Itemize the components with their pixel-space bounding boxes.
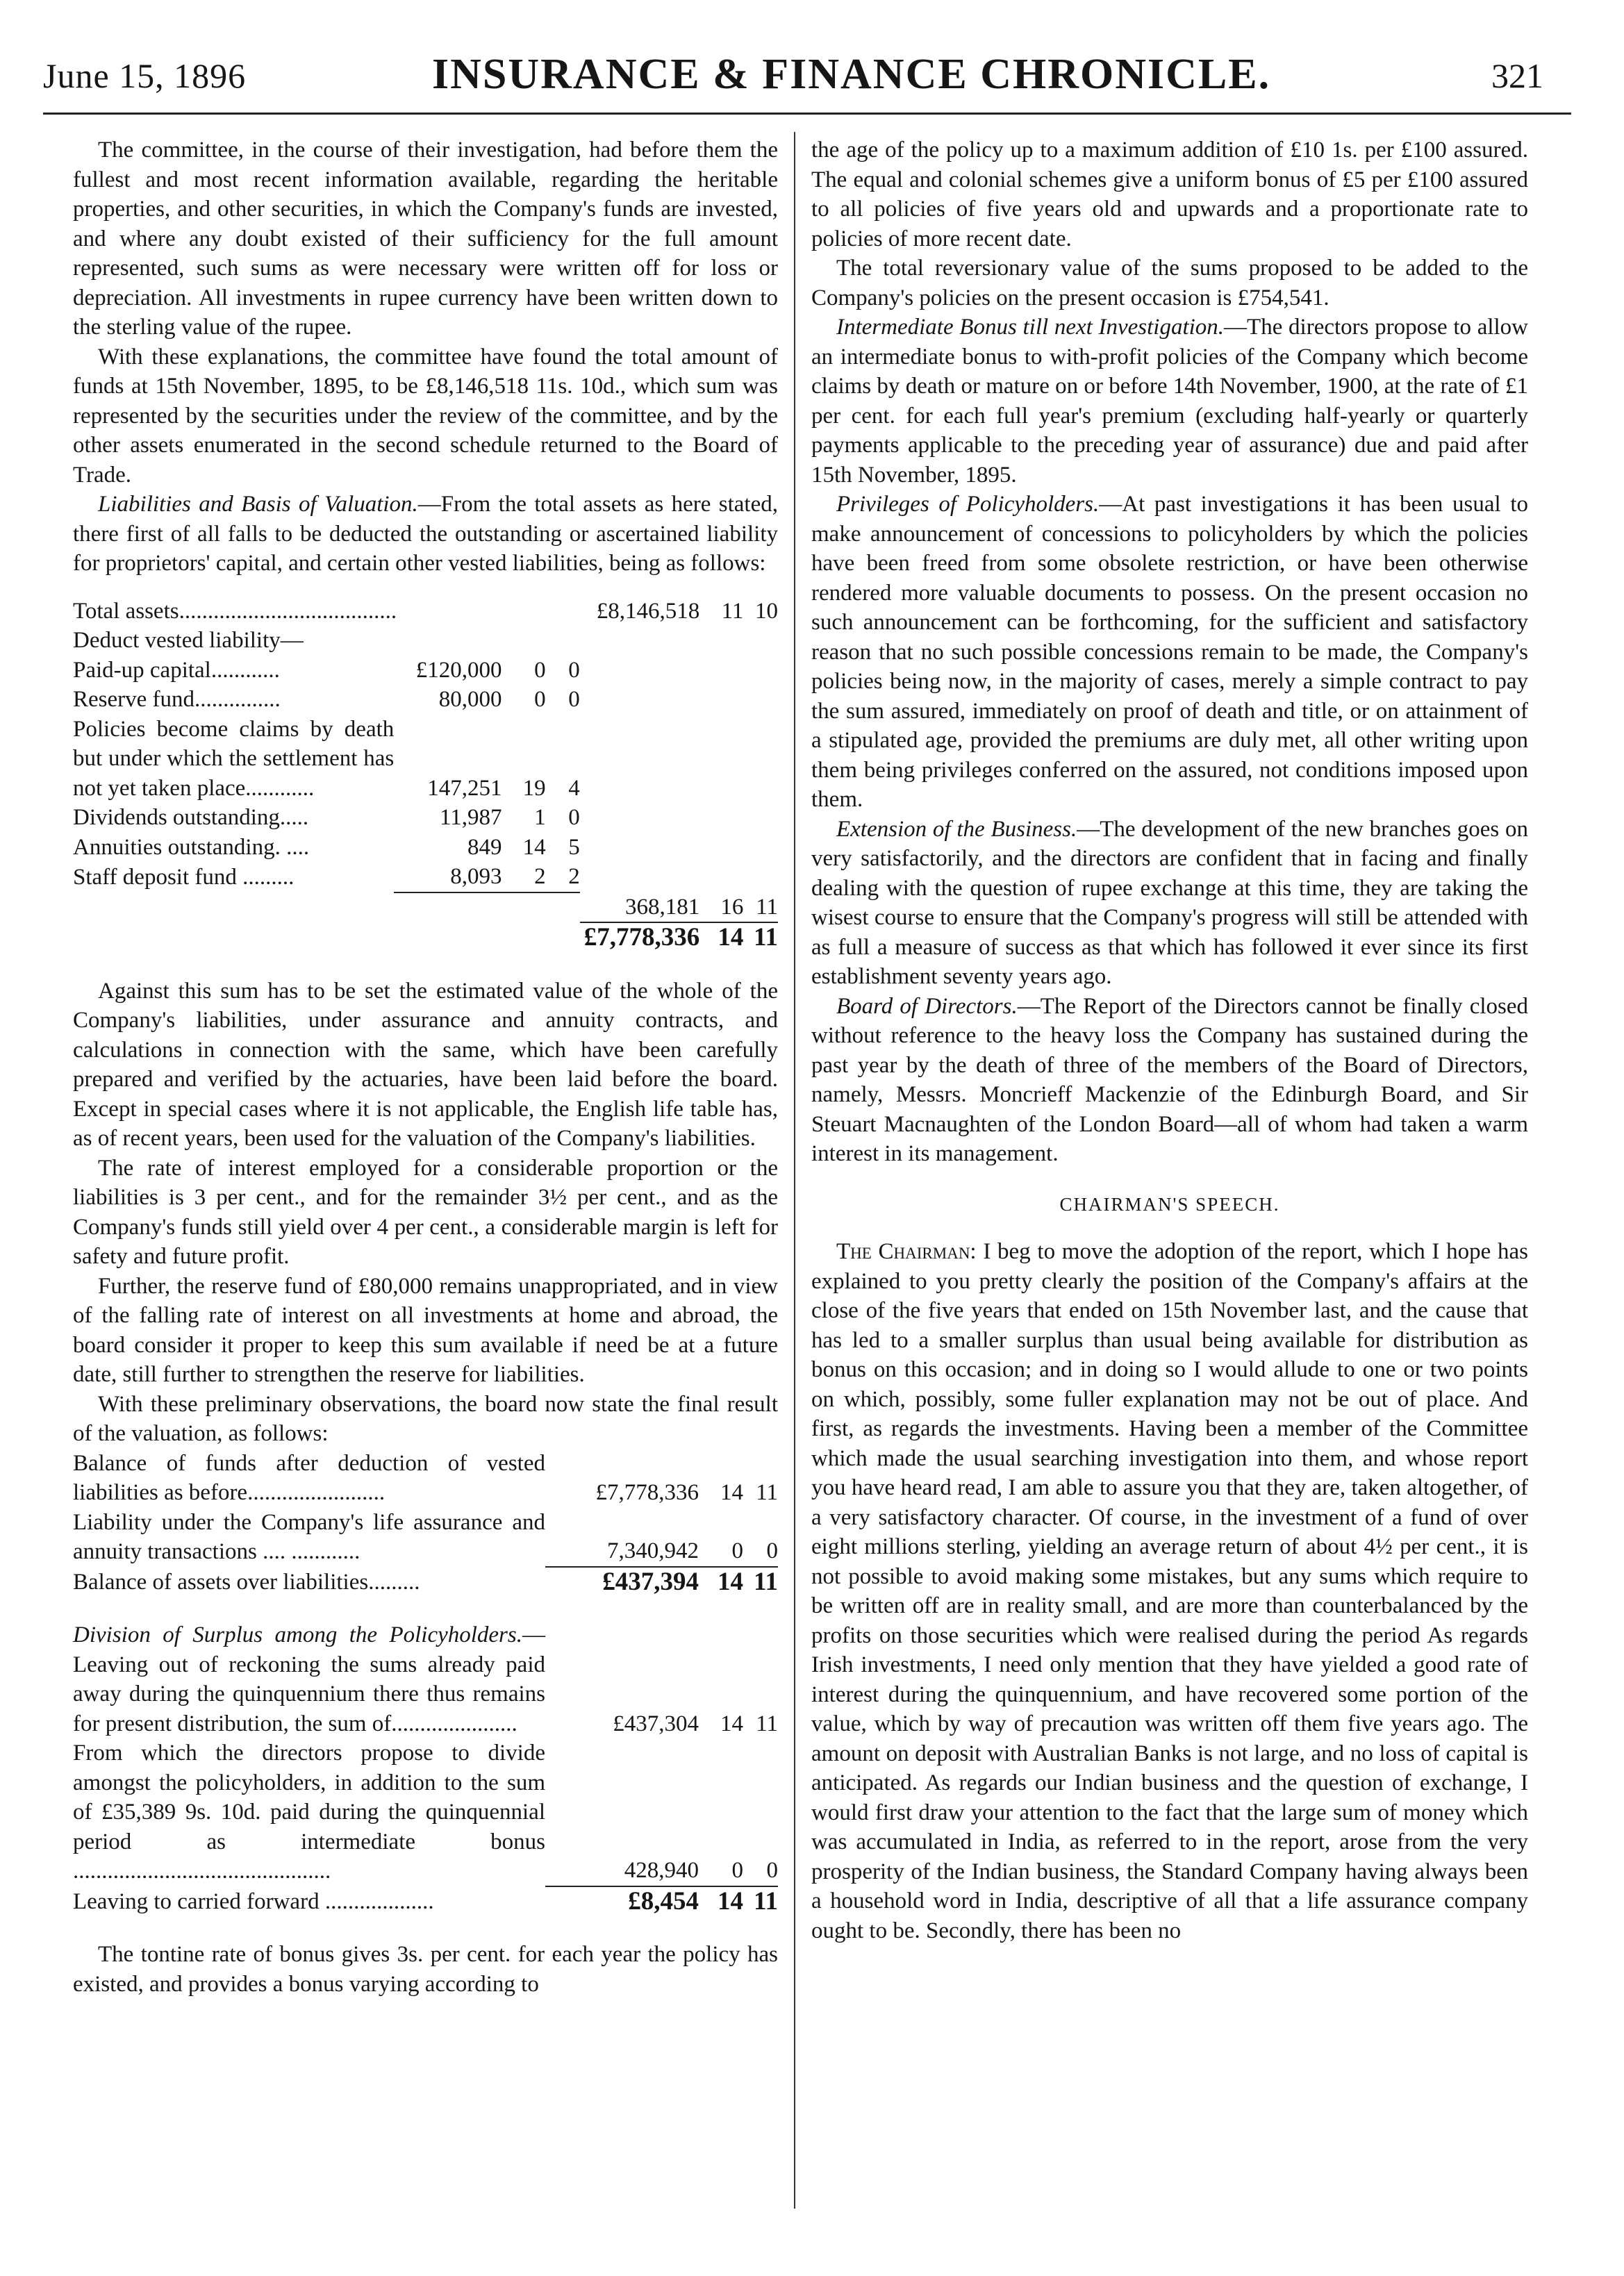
speech-heading: CHAIRMAN'S SPEECH. [1059,1193,1280,1215]
table-row: Liability under the Company's life assurance and annuity transactions .... ............ 7,340,942 0 0 [73,1509,778,1564]
surplus-division-table [73,1620,778,1916]
table-row: Reserve fund............... 80,000 0 0 [73,687,580,712]
table-row: 368,181 16 11 [73,892,778,923]
section-title: Liabilities and Basis of Valuation. [98,492,418,517]
table-row: From which the directors propose to divide amongst the policyholders, in addition to the sum of £35,389 9s. 10d. paid during the quinquennial period as intermediate bonus ............................................. 428,940 0 0 [73,1741,778,1884]
page-header [43,43,1571,126]
paragraph: Extension of the Business.—The development of the new branches goes on very satisfactorily, and the directors are confident that in facing and finally dealing with the question of rupee exchange at this time, they are taking the wisest course to ensure that the Company's progress will still be attended with as full a measure of success as that which has followed it ever since its first establishment seventy years ago. [811,816,1528,989]
table-row: Paid-up capital............ £120,000 0 0 [73,657,580,683]
paragraph: Further, the reserve fund of £80,000 remains unappropriated, and in view of the falling rate of interest on all investments at home and abroad, the board consider it proper to keep this sum available if need be at a future date, still further to strengthen the reserve for liabilities. [73,1273,778,1387]
table-row: Division of Surplus among the Policyholders.—Leaving out of reckoning the sums already paid away during the quinquennium there thus remains for present distribution, the sum of...................... £437,304 14 11 [73,1622,778,1736]
left-column [73,135,778,1999]
paragraph: the age of the policy up to a maximum addition of £10 1s. per £100 assured. The equal and colonial schemes give a uniform bonus of £5 per £100 assured to all policies of five years old and upwards and a proportionate rate to policies of more recent date. [811,138,1528,251]
vested-liability-table [73,597,778,953]
paragraph: Liabilities and Basis of Valuation.—From the total assets as here stated, there first of all falls to be deducted the outstanding or ascertained liability for proprietors' capital, and certain other vested liabilities, being as follows: [73,492,779,576]
table-row: Dividends outstanding..... 11,987 1 0 [73,805,580,830]
section-title: Division of Surplus among the Policyholders. [73,1622,522,1647]
paragraph: The Chairman: I beg to move the adoption of the report, which I hope has explained to you pretty clearly the position of the Company's affairs at the close of the five years that ended on 15th November last, and the cause that has led to a smaller surplus than usual being available for distribution as bonus on this occasion; and in doing so I would allude to one or two points on which, possibly, some fuller explanation may not be out of place. And first, as regards the investments. Having been a member of the Committee which made the usual searching investigation into them, and whose report you have heard read, I am able to assure you that they are, taken altogether, of a very satisfactory character. Of course, in the investment of a fund of over eight millions sterling, yielding an average return of about 4½ per cent., it is not possible to avoid making some mistakes, but any sums which require to be written off are in reality small, and are more than counterbalanced by the profits on those securities which were realised during the period As regards Irish investments, I need only mention that they have yielded a good rate of interest during the quinquennium, and have recovered some portion of the value, which by way of precaution was written off them five years ago. The amount on deposit with Australian Banks is not large, and no loss of capital is anticipated. As regards our Indian business and the question of exchange, I would first draw your attention to the fact that the large sum of money which was accumulated in India, as referred to in the report, arose from the very prosperity of the Indian business, the Standard Company having always been a household word in India, descriptive of all that a life assurance company ought to be. Secondly, there has been no [811,1239,1528,1943]
paragraph: The total reversionary value of the sums proposed to be added to the Company's policies on the present occasion is £754,541. [811,256,1528,310]
publication-title: INSURANCE & FINANCE CHRONICLE. [432,51,1271,98]
column-divider [794,132,795,2209]
section-title: Extension of the Business. [836,816,1077,842]
table-row: £7,778,336 14 11 [73,922,778,953]
section-title: Board of Directors. [836,993,1018,1019]
table-row: Staff deposit fund ......... 8,093 2 2 [73,864,580,890]
table-row: Deduct vested liability— [73,628,304,653]
paragraph: The tontine rate of bonus gives 3s. per cent. for each year the policy has existed, and provides a bonus varying according to [73,1942,778,1997]
section-title: Privileges of Policyholders. [836,492,1100,517]
issue-date: June 15, 1896 [43,56,247,95]
paragraph: The committee, in the course of their investigation, had before them the fullest and most recent information available, regarding the heritable properties, and other securities, in which the Company's funds are invested, and where any doubt existed of their sufficiency for the full amount represented, such sums as were necessary were written off for loss or depreciation. All investments in rupee currency have been written down to the sterling value of the rupee. [73,138,778,340]
paragraph: Privileges of Policyholders.—At past investigations it has been usual to make announcement of concessions to policyholders by which the policies have been freed from some obsolete restriction, or have been otherwise rendered more valuable documents to possess. On the present occasion no such announcement can be forthcoming, for the sufficient and satisfactory reason that no such possible concessions remain to be made, the Company's policies being now, in the majority of cases, merely a simple contract to pay the sum assured, immediately on proof of death and title, or on attainment of a stipulated age, provided the premiums are duly met, all other writing upon them being privileges conferred on the assured, not conditions imposed upon them. [811,492,1528,812]
table-row: Policies become claims by death but under which the settlement has not yet taken place............ 147,251 19 4 [73,716,580,801]
paragraph: With these explanations, the committee have found the total amount of funds at 15th November, 1895, to be £8,146,518 11s. 10d., which sum was represented by the securities under the review of the committee, and by the other assets enumerated in the second schedule returned to the Board of Trade. [73,344,778,488]
section-title: Intermediate Bonus till next Investigation. [836,315,1225,340]
paragraph: With these preliminary observations, the board now state the final result of the valuation, as follows: [73,1391,778,1446]
table-row: Balance of assets over liabilities......... £437,394 14 11 [73,1567,778,1596]
paragraph: Intermediate Bonus till next Investigation.—The directors propose to allow an intermediate bonus to with-profit policies of the Company which become claims by death or mature on or before 14th November, 1900, at the rate of £1 per cent. for each full year's premium (excluding half-yearly or quarterly payments applicable to the preceding year of assurance) due and paid after 15th November, 1895. [811,315,1529,488]
right-column [811,135,1528,1945]
paragraph: Against this sum has to be set the estimated value of the whole of the Company's liabilities, under assurance and annuity contracts, and calculations in connection with the same, which have been carefully prepared and verified by the actuaries, have been laid before the board. Except in special cases where it is not applicable, the English life table has, as of recent years, been used for the valuation of the Company's liabilities. [73,978,778,1151]
page-number: 321 [1491,56,1543,95]
speaker: The Chairman: [836,1239,977,1264]
paragraph: Board of Directors.—The Report of the Directors cannot be finally closed without reference to the heavy loss the Company has sustained during the past year by the death of three of the members of the Board of Directors, namely, Messrs. Moncrieff Mackenzie of the Edinburgh Board, and Sir Steuart Macnaughten of the London Board—all of whom had taken a warm interest in its management. [811,993,1528,1166]
header-rule [43,113,1571,115]
valuation-table [73,1449,778,1597]
table-row: Annuities outstanding. .... 849 14 5 [73,834,580,860]
table-row: Leaving to carried forward ................... £8,454 14 11 [73,1886,778,1916]
paragraph: The rate of interest employed for a considerable proportion or the liabilities is 3 per cent., and for the remainder 3½ per cent., and as the Company's funds still yield over 4 per cent., a considerable margin is left for safety and future profit. [73,1155,778,1269]
table-row: Balance of funds after deduction of vested liabilities as before........................ £7,778,336 14 11 [73,1450,778,1505]
table-row: Total assets...................................... £8,146,518 11 10 [73,598,778,624]
